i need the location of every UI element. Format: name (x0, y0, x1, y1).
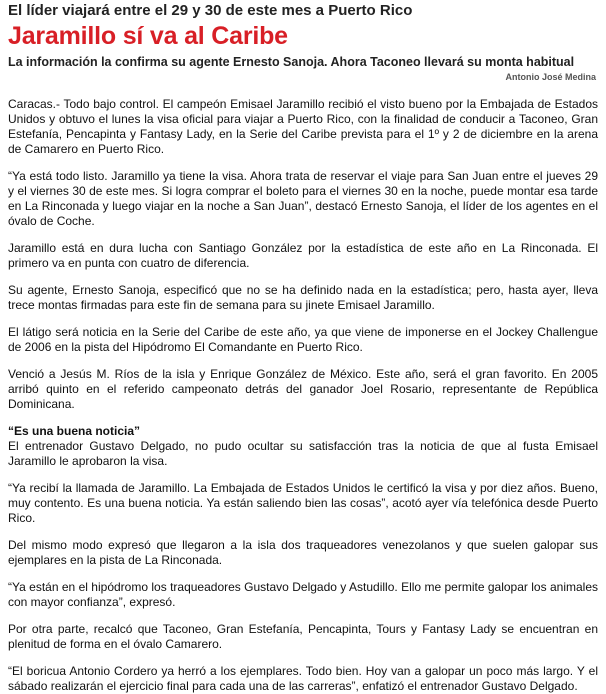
body-paragraph: El entrenador Gustavo Delgado, no pudo ocultar su satisfacción tras la noticia de que al fusta Emisael Jaramillo le aprobaron la visa. (8, 439, 598, 468)
article-byline: Antonio José Medina (505, 72, 596, 82)
body-paragraph: “Ya recibí la llamada de Jaramillo. La Embajada de Estados Unidos le certificó la visa y por diez años. Bueno, muy contento. Es una buena noticia. Ya están saliendo bien las cosas”, acotó ayer vía telefónica desde Puerto Rico. (8, 481, 598, 525)
article-kicker: El líder viajará entre el 29 y 30 de este mes a Puerto Rico (8, 2, 413, 19)
body-paragraph: El látigo será noticia en la Serie del Caribe de este año, ya que viene de imponerse en el Jockey Challengue de 2006 en la pista del Hipódromo El Comandante en Puerto Rico. (8, 325, 598, 354)
body-paragraph: Caracas.- Todo bajo control. El campeón Emisael Jaramillo recibió el visto bueno por la Embajada de Estados Unidos y obtuvo el lunes la visa oficial para viajar a Puerto Rico, con la finalidad de conducir a Taconeo, Gran Estefanía, Pencapinta y Fantasy Lady, en la Serie del Caribe prevista para el 1º y 2 de diciembre en la arena de Camarero en Puerto Rico. (8, 97, 598, 156)
body-paragraph: Por otra parte, recalcó que Taconeo, Gran Estefanía, Pencapinta, Tours y Fantasy Lady se encuentran en plenitud de forma en el óvalo Camarero. (8, 622, 598, 651)
body-paragraph: Venció a Jesús M. Ríos de la isla y Enrique González de México. Este año, será el gran favorito. En 2005 arribó quinto en el referido campeonato detrás del ganador Joel Rosario, representante de República Dominicana. (8, 367, 598, 411)
body-paragraph: Jaramillo está en dura lucha con Santiago González por la estadística de este año en La Rinconada. El primero va en punta con cuatro de diferencia. (8, 241, 598, 270)
body-paragraph: Del mismo modo expresó que llegaron a la isla dos traqueadores venezolanos y que suelen galopar sus ejemplares en la pista de La Rinconada. (8, 538, 598, 567)
body-paragraph: “El boricua Antonio Cordero ya herró a los ejemplares. Todo bien. Hoy van a galopar un poco más largo. Y el sábado realizarán el ejercicio final para cada una de las carreras”, enfatizó el entrenador Gustavo Delgado. (8, 664, 598, 693)
body-paragraph: “Ya están en el hipódromo los traqueadores Gustavo Delgado y Astudillo. Ello me permite galopar los animales con mayor confianza”, expresó. (8, 580, 598, 609)
article-deck: La información la confirma su agente Ernesto Sanoja. Ahora Taconeo llevará su monta habitual (8, 55, 575, 69)
body-paragraph: “Ya está todo listo. Jaramillo ya tiene la visa. Ahora trata de reservar el viaje para San Juan entre el jueves 29 y el viernes 30 de este mes. Si logra comprar el boleto para el viernes 30 en la noche, puede montar esa tarde en La Rinconada y luego viajar en la noche a San Juan”, destacó Ernesto Sanoja, el líder de los agentes en el óvalo de Coche. (8, 169, 598, 228)
section-subhead: “Es una buena noticia” (8, 424, 141, 438)
article-headline: Jaramillo sí va al Caribe (8, 22, 288, 50)
body-paragraph: Su agente, Ernesto Sanoja, especificó que no se ha definido nada en la estadística; pero, hasta ayer, lleva trece montas firmadas para este fin de semana para su jinete Emisael Jaramillo. (8, 283, 598, 312)
article-body (8, 97, 598, 694)
